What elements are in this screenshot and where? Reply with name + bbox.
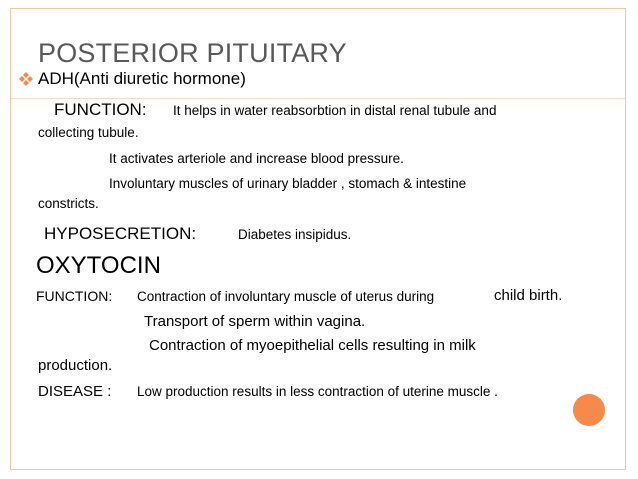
oxytocin-function-end: child birth. [494, 287, 563, 304]
myoepithelial-continuation: production. [38, 357, 113, 374]
sperm-transport-line: Transport of sperm within vagina. [144, 313, 366, 330]
function-label: FUNCTION: [54, 100, 147, 119]
disease-text: Low production results in less contraction of uterine muscle . [137, 384, 498, 399]
function-continuation: collecting tubule. [38, 125, 139, 140]
function-text: It helps in water reabsorbtion in distal renal tubule and [173, 103, 497, 118]
oxytocin-function-text: Contraction of involuntary muscle of uterus during [137, 289, 435, 304]
arteriole-line: It activates arteriole and increase blood pressure. [109, 151, 404, 166]
title-divider [11, 98, 625, 99]
oxytocin-heading: OXYTOCIN [36, 252, 161, 279]
hyposecretion-text: Diabetes insipidus. [238, 227, 352, 242]
slide-title: POSTERIOR PITUITARY [38, 38, 347, 68]
oxytocin-function-label: FUNCTION: [36, 288, 113, 304]
hollow-diamond-icon [19, 72, 33, 86]
involuntary-continuation: constricts. [38, 196, 99, 211]
disease-label: DISEASE : [38, 383, 112, 400]
myoepithelial-line: Contraction of myoepithelial cells resulting in milk [149, 337, 476, 354]
hyposecretion-label: HYPOSECRETION: [44, 224, 197, 243]
adh-heading: ADH(Anti diuretic hormone) [38, 69, 246, 88]
involuntary-line: Involuntary muscles of urinary bladder , stomach & intestine [109, 176, 467, 191]
accent-circle [573, 394, 605, 426]
